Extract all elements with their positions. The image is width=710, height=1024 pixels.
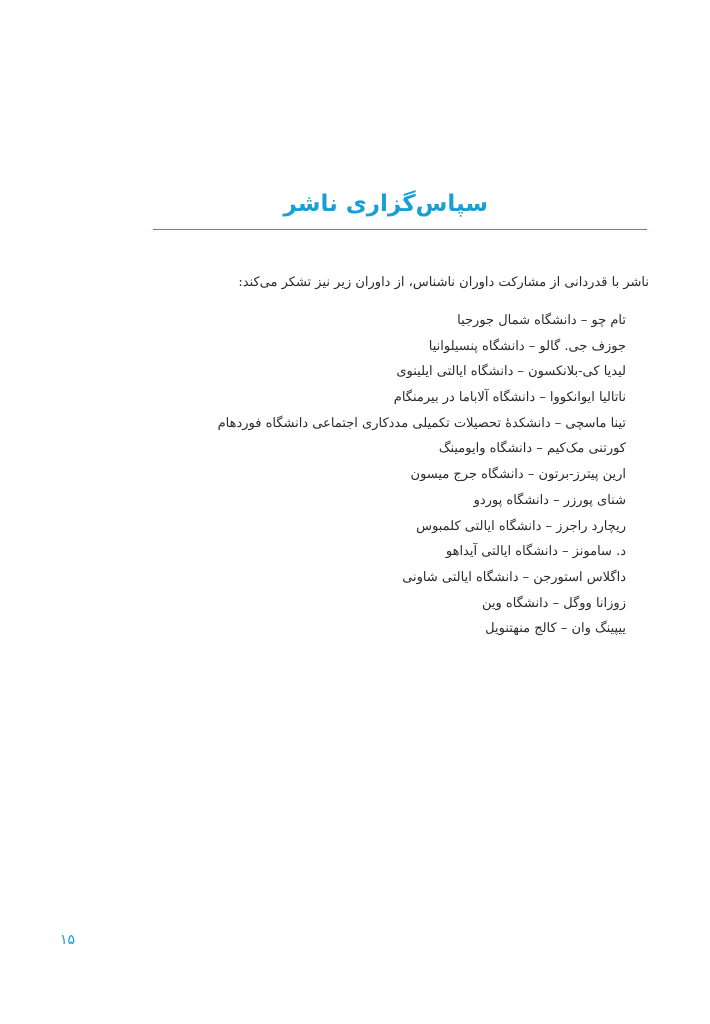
reviewer-item: ییپینگ وان – کالج منهتنویل [485, 621, 626, 637]
reviewer-item: تینا ماسچی – دانشکدهٔ تحصیلات تکمیلی مددکاری اجتماعی دانشگاه فوردهام [217, 415, 626, 431]
page-number: ۱۵ [60, 932, 76, 948]
reviewer-item: د. سامونز – دانشگاه ایالتی آیداهو [445, 544, 626, 560]
page-title: سپاس‌گزاری ناشر [283, 191, 488, 217]
reviewer-item: جوزف جی. گالو – دانشگاه پنسیلوانیا [428, 338, 626, 354]
reviewer-item: شنای پورزر – دانشگاه پوردو [473, 492, 626, 508]
reviewer-item: لیدیا کی-بلانکسون – دانشگاه ایالتی ایلینوی [396, 364, 626, 380]
title-divider [153, 229, 647, 230]
reviewer-item: تام چو – دانشگاه شمال جورجیا [457, 313, 626, 328]
reviewer-item: داگلاس استورجن – دانشگاه ایالتی شاونی [402, 569, 626, 585]
reviewer-item: ریچارد راجرز – دانشگاه ایالتی کلمبوس [416, 518, 626, 534]
reviewer-item: زوزانا ووگل – دانشگاه وین [481, 595, 626, 611]
reviewer-list [218, 308, 626, 642]
reviewer-item: ناتالیا ایوانکووا – دانشگاه آلاباما در بیرمنگام [393, 390, 626, 406]
reviewer-item: ارین پیترز-برتون – دانشگاه جرج میسون [410, 467, 626, 483]
intro-text: ناشر با قدردانی از مشارکت داوران ناشناس، از داوران زیر نیز تشکر می‌کند: [238, 275, 649, 290]
reviewer-item: کورتنی مک‌کیم – دانشگاه وایومینگ [438, 441, 626, 457]
